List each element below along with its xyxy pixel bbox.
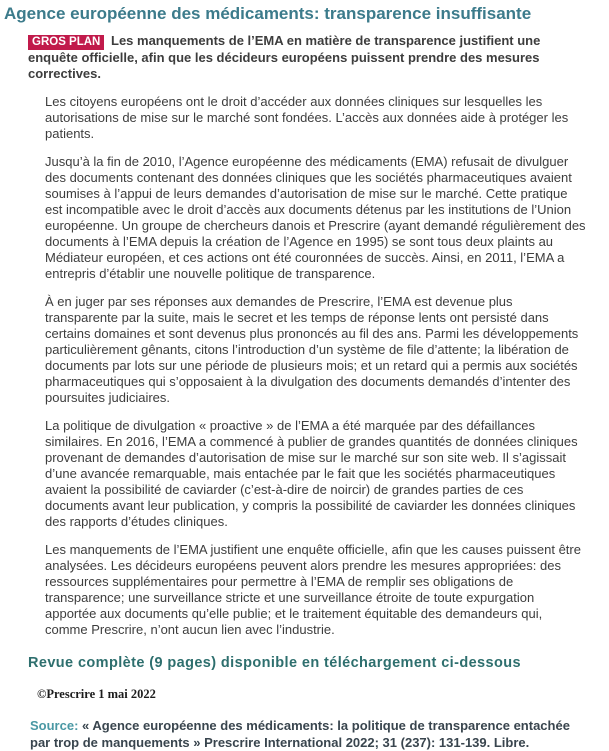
- page-title: Agence européenne des médicaments: transparence insuffisante: [4, 4, 532, 23]
- body-paragraph: Jusqu’à la fin de 2010, l’Agence européenne des médicaments (EMA) refusait de divulguer des documents contenant des données cliniques que les sociétés pharmaceutiques avaient soumises à l’appui de leurs demandes d’autorisation de mise sur le marché. Cette pratique est incompatible avec le droit d’accès aux documents détenus par les institutions de l’Union européenne. Un groupe de chercheurs danois et Prescrire (ayant demandé régulièrement des documents à l’EMA depuis la création de l’Agence en 1995) se sont tous deux plaints au Médiateur européen, et ces actions ont été couronnées de succès. Ainsi, en 2011, l’EMA a entrepris d’établir une nouvelle politique de transparence.: [45, 154, 586, 281]
- body-paragraph: Les manquements de l’EMA justifient une enquête officielle, afin que les causes puissent être analysées. Les décideurs européens peuvent alors prendre les mesures appropriées: des ressources supplémentaires pour permettre à l’EMA de remplir ses obligations de transparence; une surveillance stricte et une surveillance étroite de toute expurgation apportée aux documents qu’elle publie; et le traitement équitable des demandeurs qui, comme Prescrire, n’ont aucun lien avec l’industrie.: [45, 542, 581, 637]
- lead-text: Les manquements de l’EMA en matière de transparence justifient une enquête officielle, afin que les décideurs européens puissent prendre des mesures correctives.: [28, 33, 541, 81]
- source-label: Source:: [30, 718, 79, 733]
- download-heading: Revue complète (9 pages) disponible en téléchargement ci-dessous: [28, 655, 521, 671]
- gros-plan-badge: GROS PLAN: [28, 35, 104, 50]
- body-paragraph: La politique de divulgation « proactive » de l’EMA a été marquée par des défaillances similaires. En 2016, l’EMA a commencé à publier de grandes quantités de données cliniques provenant de demandes d’autorisation de mise sur le marché sur son site web. Il s’agissait d’une avancée remarquable, mais entachée par le fait que les sociétés pharmaceutiques avaient la possibilité de caviarder (c’est-à-dire de noircir) de grandes parties de ces documents avant leur publication, y compris la possibilité de caviarder les données cliniques des rapports d’études cliniques.: [45, 418, 578, 529]
- source-text: « Agence européenne des médicaments: la politique de transparence entachée par trop de manquements » Prescrire International 2022; 31 (237): 131-139. Libre.: [30, 718, 570, 750]
- body-paragraph: Les citoyens européens ont le droit d’accéder aux données cliniques sur lesquelles les autorisations de mise sur le marché sont fondées. L’accès aux données aide à protéger les patients.: [45, 94, 569, 141]
- body-paragraph: À en juger par ses réponses aux demandes de Prescrire, l’EMA est devenue plus transparente par la suite, mais le secret et les temps de réponse lents ont persisté dans certains domaines et sont devenus plus prononcés au fil des ans. Parmi les développements particulièrement gênants, citons l’introduction d’un système de file d’attente; la libération de documents par lots sur une période de plusieurs mois; et un retard qui a permis aux sociétés pharmaceutiques qui s’opposaient à la divulgation des documents demandés d’intenter des poursuites judiciaires.: [45, 294, 579, 405]
- lead-paragraph: [28, 33, 581, 82]
- source-citation: [30, 717, 585, 751]
- copyright-line: ©Prescrire 1 mai 2022: [37, 687, 156, 701]
